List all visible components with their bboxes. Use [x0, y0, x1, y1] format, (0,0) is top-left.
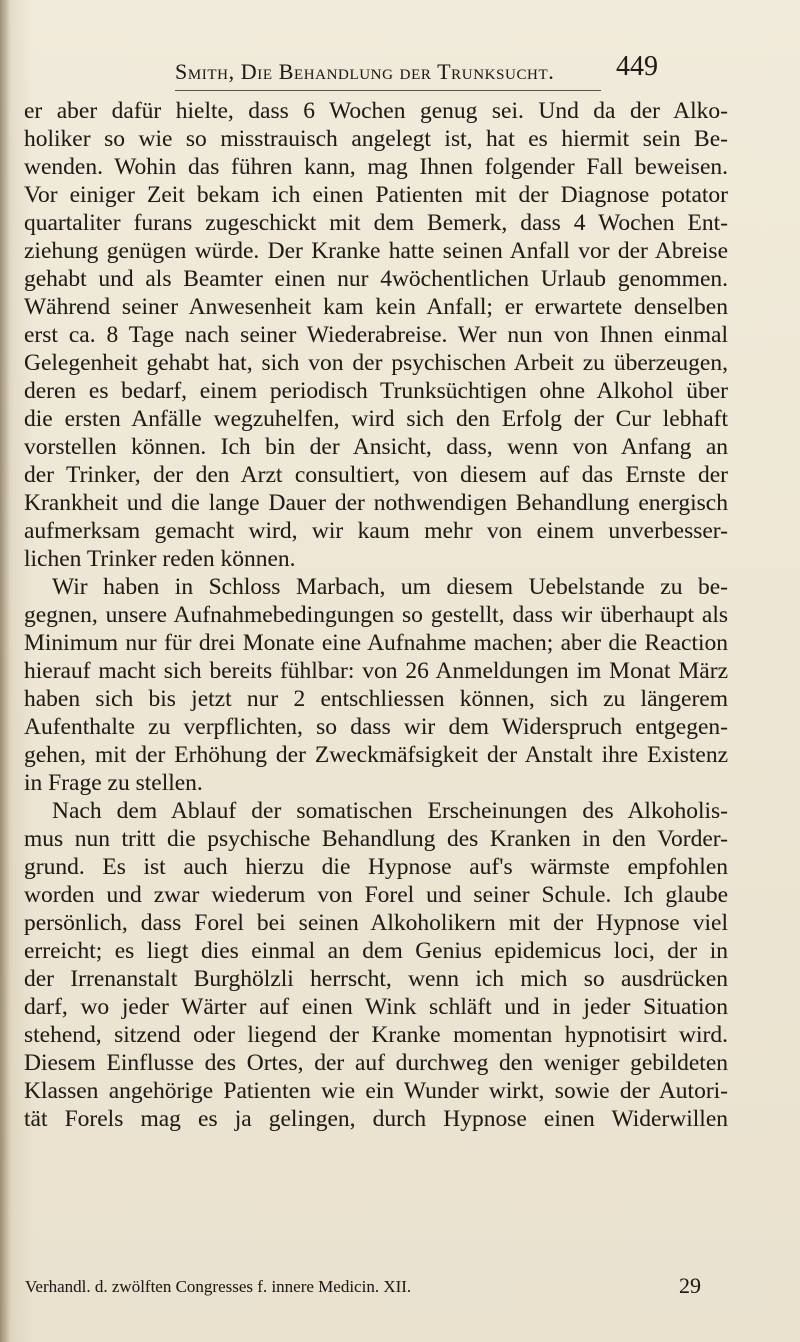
- text-line: lichen Trinker reden können.: [24, 546, 296, 572]
- text-line: Während seiner Anwesenheit kam kein Anfall; er erwartete denselben: [24, 294, 728, 320]
- binding-shadow: [0, 0, 10, 1342]
- running-title: Smith, Die Behandlung der Trunksucht.: [175, 59, 555, 84]
- text-line: Minimum nur für drei Monate eine Aufnahme machen; aber die Reaction: [24, 630, 728, 656]
- text-line: mus nun tritt die psychische Behandlung des Kranken in den Vorder-: [24, 826, 728, 852]
- footer-note: Verhandl. d. zwölften Congresses f. innere Medicin. XII.: [25, 1277, 412, 1296]
- text-line: deren es bedarf, einem periodisch Trunksüchtigen ohne Alkohol über: [24, 378, 728, 404]
- text-line: persönlich, dass Forel bei seinen Alkoholikern mit der Hypnose viel: [24, 910, 728, 936]
- text-line: gehabt und als Beamter einen nur 4wöchentlichen Urlaub genommen.: [24, 266, 728, 292]
- text-line: Diesem Einflusse des Ortes, der auf durchweg den weniger gebildeten: [24, 1050, 728, 1076]
- text-line: der Irrenanstalt Burghölzli herrscht, wenn ich mich so ausdrücken: [24, 966, 728, 992]
- text-line: Gelegenheit gehabt hat, sich von der psychischen Arbeit zu überzeugen,: [24, 350, 728, 376]
- signature-mark: 29: [679, 1273, 701, 1298]
- text-line: holiker so wie so misstrauisch angelegt ist, hat es hiermit sein Be-: [24, 126, 728, 152]
- text-line: Klassen angehörige Patienten wie ein Wunder wirkt, sowie der Autori-: [24, 1078, 728, 1104]
- text-line: Nach dem Ablauf der somatischen Erscheinungen des Alkoholis-: [52, 798, 728, 824]
- text-line: darf, wo jeder Wärter auf einen Wink schläft und in jeder Situation: [24, 994, 728, 1020]
- text-line: erreicht; es liegt dies einmal an dem Genius epidemicus loci, der in: [24, 938, 728, 964]
- text-line: Krankheit und die lange Dauer der nothwendigen Behandlung energisch: [24, 490, 728, 516]
- page-number: 449: [616, 51, 658, 82]
- text-line: erst ca. 8 Tage nach seiner Wiederabreise. Wer nun von Ihnen einmal: [24, 322, 728, 348]
- page-footer: [25, 1273, 701, 1300]
- text-line: worden und zwar wiederum von Forel und seiner Schule. Ich glaube: [24, 882, 728, 908]
- text-line: Vor einiger Zeit bekam ich einen Patienten mit der Diagnose potator: [24, 182, 728, 208]
- text-line: ziehung genügen würde. Der Kranke hatte seinen Anfall vor der Abreise: [24, 238, 728, 264]
- text-line: Aufenthalte zu verpflichten, so dass wir dem Widerspruch entgegen-: [24, 714, 728, 740]
- text-line: quartaliter furans zugeschickt mit dem Bemerk, dass 4 Wochen Ent-: [24, 210, 728, 236]
- text-line: stehend, sitzend oder liegend der Kranke momentan hypnotisirt wird.: [24, 1022, 728, 1048]
- text-line: tät Forels mag es ja gelingen, durch Hypnose einen Widerwillen: [24, 1106, 728, 1132]
- running-head: [0, 0, 800, 96]
- text-line: er aber dafür hielte, dass 6 Wochen genug sei. Und da der Alko-: [24, 98, 728, 124]
- text-line: grund. Es ist auch hierzu die Hypnose auf's wärmste empfohlen: [24, 854, 728, 880]
- text-line: wenden. Wohin das führen kann, mag Ihnen folgender Fall beweisen.: [24, 154, 728, 180]
- text-line: der Trinker, der den Arzt consultiert, von diesem auf das Ernste der: [24, 462, 728, 488]
- text-line: vorstellen können. Ich bin der Ansicht, dass, wenn von Anfang an: [24, 434, 728, 460]
- text-line: Wir haben in Schloss Marbach, um diesem Uebelstande zu be-: [52, 574, 728, 600]
- text-line: aufmerksam gemacht wird, wir kaum mehr von einem unverbesser-: [24, 518, 728, 544]
- text-line: in Frage zu stellen.: [24, 770, 203, 796]
- body-text: [24, 97, 728, 1133]
- text-line: gehen, mit der Erhöhung der Zweckmäfsigkeit der Anstalt ihre Existenz: [24, 742, 728, 768]
- text-line: hierauf macht sich bereits fühlbar: von 26 Anmeldungen im Monat März: [24, 658, 728, 684]
- text-line: haben sich bis jetzt nur 2 entschliessen können, sich zu längerem: [24, 686, 728, 712]
- text-line: gegnen, unsere Aufnahmebedingungen so gestellt, dass wir überhaupt als: [24, 602, 728, 628]
- header-rule: [175, 90, 601, 91]
- text-line: die ersten Anfälle wegzuhelfen, wird sich den Erfolg der Cur lebhaft: [24, 406, 728, 432]
